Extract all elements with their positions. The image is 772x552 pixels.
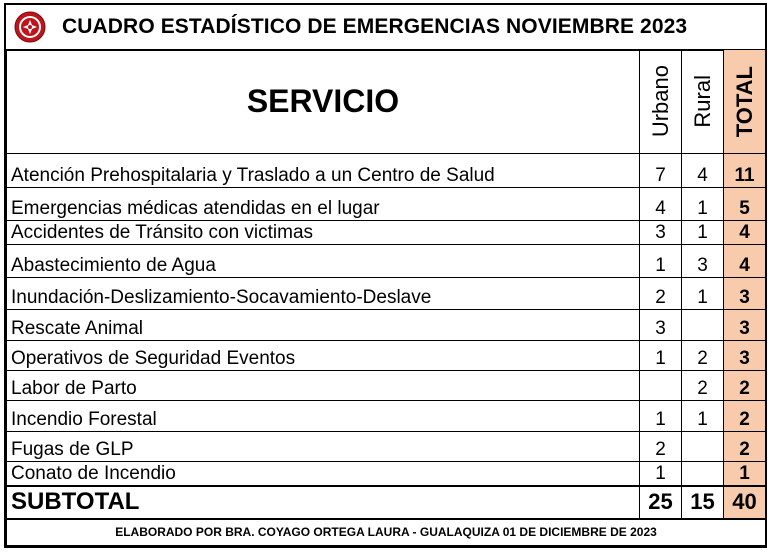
rural-column-header: Rural <box>689 75 715 128</box>
total-cell: 1 <box>724 462 766 486</box>
urban-cell: 1 <box>640 245 682 278</box>
rural-cell: 2 <box>682 371 724 401</box>
rural-cell: 3 <box>682 245 724 278</box>
urban-column-header: Urbano <box>647 65 673 138</box>
page-title: CUADRO ESTADÍSTICO DE EMERGENCIAS NOVIEMBRE 2023 <box>62 15 688 38</box>
rural-cell: 4 <box>682 154 724 188</box>
total-cell: 4 <box>724 221 766 245</box>
table-row <box>7 221 766 245</box>
rural-cell: 1 <box>682 221 724 245</box>
urban-cell: 3 <box>640 221 682 245</box>
header-row <box>7 50 766 154</box>
service-cell: Atención Prehospitalaria y Traslado a un Centro de Salud <box>7 154 640 188</box>
rural-cell: 1 <box>682 188 724 221</box>
table-row <box>7 462 766 486</box>
service-cell: Rescate Animal <box>7 310 640 341</box>
service-cell: Inundación-Deslizamiento-Socavamiento-Deslave <box>7 278 640 310</box>
total-cell: 5 <box>724 188 766 221</box>
table-row <box>7 245 766 278</box>
total-cell: 4 <box>724 245 766 278</box>
table-row <box>7 401 766 432</box>
total-cell: 3 <box>724 278 766 310</box>
urban-cell: 1 <box>640 462 682 486</box>
service-cell: Operativos de Seguridad Eventos <box>7 341 640 371</box>
total-cell: 11 <box>724 154 766 188</box>
urban-cell: 1 <box>640 341 682 371</box>
emergency-table <box>6 49 766 546</box>
total-cell: 3 <box>724 310 766 341</box>
footer-credit: ELABORADO POR BRA. COYAGO ORTEGA LAURA - GUALAQUIZA 01 DE DICIEMBRE DE 2023 <box>7 519 766 546</box>
total-cell: 2 <box>724 401 766 432</box>
service-cell: Conato de Incendio <box>7 462 640 486</box>
table-row <box>7 154 766 188</box>
table-row <box>7 310 766 341</box>
footer-row <box>7 519 766 546</box>
rural-cell <box>682 432 724 462</box>
table-row <box>7 278 766 310</box>
subtotal-rural: 15 <box>682 486 724 519</box>
rural-cell <box>682 462 724 486</box>
urban-cell: 3 <box>640 310 682 341</box>
title-row <box>6 5 765 51</box>
rural-cell: 1 <box>682 278 724 310</box>
urban-cell: 2 <box>640 432 682 462</box>
service-cell: Fugas de GLP <box>7 432 640 462</box>
table-row <box>7 432 766 462</box>
total-cell: 3 <box>724 341 766 371</box>
service-cell: Emergencias médicas atendidas en el lugar <box>7 188 640 221</box>
subtotal-total: 40 <box>724 486 766 519</box>
urban-cell: 2 <box>640 278 682 310</box>
rural-cell: 2 <box>682 341 724 371</box>
urban-cell: 7 <box>640 154 682 188</box>
service-cell: Accidentes de Tránsito con victimas <box>7 221 640 245</box>
rural-cell: 1 <box>682 401 724 432</box>
service-cell: Abastecimiento de Agua <box>7 245 640 278</box>
table-row <box>7 371 766 401</box>
statistics-sheet <box>4 3 767 548</box>
fire-department-emblem-icon <box>14 11 46 43</box>
service-column-header: SERVICIO <box>7 50 640 154</box>
urban-cell: 4 <box>640 188 682 221</box>
total-cell: 2 <box>724 432 766 462</box>
subtotal-urban: 25 <box>640 486 682 519</box>
table-row <box>7 188 766 221</box>
rural-cell <box>682 310 724 341</box>
service-cell: Labor de Parto <box>7 371 640 401</box>
total-column-header: TOTAL <box>731 65 757 138</box>
service-cell: Incendio Forestal <box>7 401 640 432</box>
subtotal-row <box>7 486 766 519</box>
table-row <box>7 341 766 371</box>
subtotal-label: SUBTOTAL <box>7 486 640 519</box>
urban-cell: 1 <box>640 401 682 432</box>
urban-cell <box>640 371 682 401</box>
total-cell: 2 <box>724 371 766 401</box>
